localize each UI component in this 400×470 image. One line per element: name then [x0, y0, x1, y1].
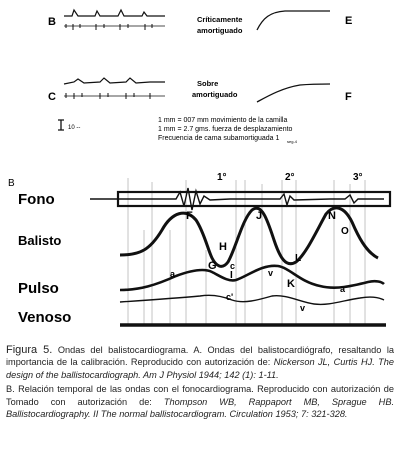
marker-1: 1° — [217, 172, 227, 183]
panel-b-label: B — [8, 178, 15, 189]
trace-label-balisto: Balisto — [18, 233, 62, 248]
label-f: F — [345, 91, 352, 103]
legend-1: 1 mm = 007 mm movimiento de la camilla — [158, 117, 288, 124]
wave-n: N — [328, 210, 336, 222]
over-label-2: amortiguado — [192, 90, 238, 99]
wave-j: J — [256, 210, 263, 222]
label-b: B — [48, 16, 56, 28]
caption-reference-a: Nickerson JL, Curtis HJ. The design of the ballistocardiograph. Am J Physiol 1944; 142 (1): 1-11. — [6, 357, 394, 380]
small-c-prime: c' — [226, 292, 234, 302]
critical-label-2: amortiguado — [197, 26, 243, 35]
legend-2: 1 mm = 2.7 gms. fuerza de desplazamiento — [158, 126, 293, 133]
label-c: C — [48, 91, 56, 103]
trace-b-ticks — [66, 24, 152, 30]
caption-text-a: Ondas del balistocardiograma. A. Ondas del balistocardiógrafo, resaltando la importancia de la calibración. Reproducido con autorización de: — [6, 345, 394, 368]
marker-3: 3° — [353, 172, 363, 183]
caption-paragraph-1 — [6, 344, 394, 381]
trace-c-over — [64, 78, 165, 84]
legend-3-sub: seg-4 — [287, 139, 298, 144]
wave-l: L — [295, 253, 302, 264]
trace-label-fono: Fono — [18, 191, 55, 208]
wave-k: K — [287, 278, 295, 290]
critical-label-1: Críticamente — [197, 15, 243, 24]
trace-balisto — [120, 208, 378, 266]
trace-label-pulso: Pulso — [18, 280, 59, 297]
small-v-2: v — [300, 303, 306, 313]
wave-g: G — [208, 260, 217, 272]
curve-f — [257, 84, 330, 102]
trace-label-venoso: Venoso — [18, 309, 72, 326]
small-a-2: a — [340, 284, 346, 294]
curve-e — [257, 11, 330, 30]
over-label-1: Sobre — [197, 79, 219, 88]
legend-3: Frecuencia de cama subamortiguada 1 — [158, 135, 280, 142]
caption-reference-b: Thompson WB, Rappaport MB, Sprague HB. Ballistocardiography. II The normal ballistocardiogram. Circulation 1953; 7: 321-328. — [6, 396, 394, 420]
caption-text-b: B. Relación temporal de las ondas con el fonocardiograma. Reproducido con autorización de Tomado con autorización de: — [6, 384, 394, 407]
small-a-1: a — [170, 269, 176, 279]
wave-h: H — [219, 241, 227, 253]
figure-caption — [6, 344, 394, 422]
wave-f: F — [186, 210, 193, 222]
wave-o: O — [341, 226, 349, 237]
caption-figure-label: Figura 5. — [6, 344, 53, 356]
trace-b-critical — [64, 10, 165, 16]
small-v: v — [268, 268, 274, 278]
scale-bar-label: 10 -- — [68, 125, 81, 131]
label-e: E — [345, 15, 353, 27]
caption-paragraph-2 — [6, 383, 394, 420]
scale-bar — [58, 120, 80, 131]
wave-i: I — [230, 270, 233, 281]
marker-2: 2° — [285, 172, 295, 183]
trace-venoso — [120, 295, 384, 304]
small-c: c — [230, 261, 236, 271]
